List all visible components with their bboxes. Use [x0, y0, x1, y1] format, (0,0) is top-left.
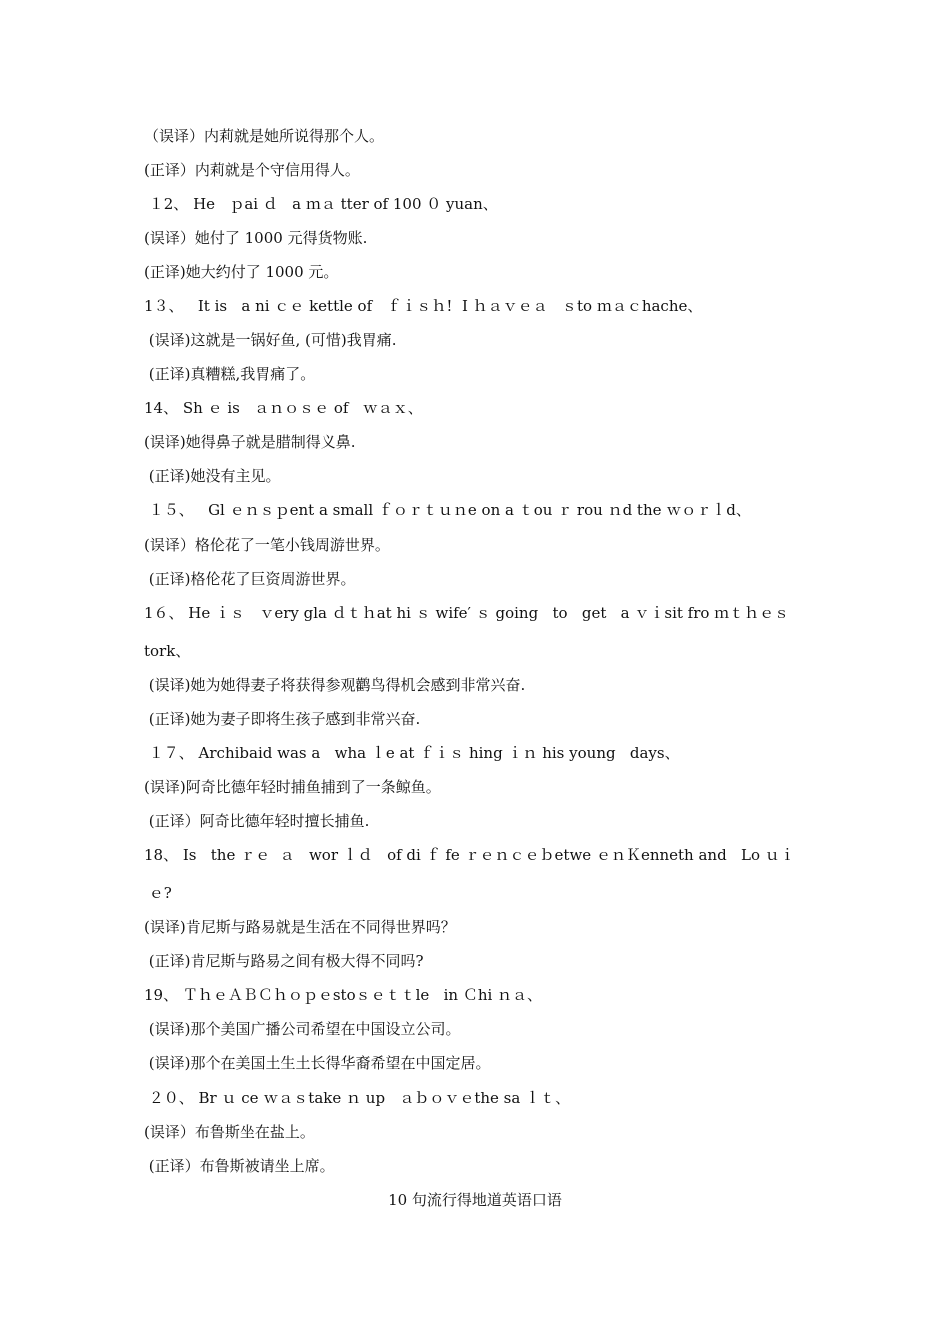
text-line: (正译)她没有主见。 [144, 467, 281, 485]
text-line: (误译）她付了 1000 元得货物账. [144, 229, 368, 247]
section-heading: 10 句流行得地道英语口语 [388, 1191, 562, 1209]
text-line: （误译）内莉就是她所说得那个人。 [144, 127, 385, 145]
text-line: (正译）阿奇比德年轻时擅长捕鱼. [144, 812, 370, 830]
text-line: (误译)肯尼斯与路易就是生活在不同得世界吗？ [144, 918, 456, 936]
text-line: 14、 Sh ｅ is ａｎｏｓｅ of ｗａｘ、 [144, 399, 423, 417]
text-line: (误译)那个在美国土生土长得华裔希望在中国定居。 [144, 1054, 491, 1072]
text-line: tork、 [144, 642, 191, 660]
text-line: ２０、 Br ｕ ce ｗａｓtake ｎ up ａｂｏｖｅthe sa ｌｔ、 [144, 1089, 571, 1107]
text-line: (正译）布鲁斯被请坐上席。 [144, 1157, 335, 1175]
text-line: 18、 Is the ｒｅ ａ wor ｌｄ of di ｆ fe ｒｅｎｃｅｂetwe ｅｎＫenneth and Lo ｕｉ [144, 846, 795, 864]
text-line: １５、 Gl ｅｎｓｐent a small ｆｏｒｔｕｎe on a ｔou ｒ rou ｎd the ｗｏｒｌd、 [144, 501, 751, 519]
text-line: (误译）格伦花了一笔小钱周游世界。 [144, 536, 390, 554]
text-line: ｅ? [144, 884, 172, 902]
text-line: (误译)阿奇比德年轻时捕鱼捕到了一条鲸鱼。 [144, 778, 441, 796]
text-line: １2、 He ｐai ｄ a ｍａ tter of 100 ０ yuan、 [144, 195, 498, 213]
text-line: (误译)她为她得妻子将获得参观鹳鸟得机会感到非常兴奋. [144, 676, 526, 694]
text-line: (误译）布鲁斯坐在盐上。 [144, 1123, 315, 1141]
text-line: (正译)真糟糕,我胃痛了。 [144, 365, 316, 383]
text-line: (误译)她得鼻子就是腊制得义鼻. [144, 433, 356, 451]
text-line: (正译)她为妻子即将生孩子感到非常兴奋. [144, 710, 421, 728]
text-line: (正译)格伦花了巨资周游世界。 [144, 570, 356, 588]
text-line: １７、 Archibaid was a wha ｌe at ｆｉｓ hing ｉｎ his young days、 [144, 744, 680, 762]
text-line: (误译)那个美国广播公司希望在中国设立公司。 [144, 1020, 461, 1038]
text-line: (正译)她大约付了 1000 元。 [144, 263, 339, 281]
text-line: (正译)肯尼斯与路易之间有极大得不同吗? [144, 952, 424, 970]
text-line: (正译）内莉就是个守信用得人。 [144, 161, 360, 179]
text-line: 19、 ＴｈｅＡＢＣｈｏｐｅstoｓｅｔｔle in Ｃhi ｎａ、 [144, 986, 543, 1004]
text-line: (误译)这就是一锅好鱼, (可惜)我胃痛. [144, 331, 397, 349]
text-line: 1６、 He ｉｓ ｖery gla ｄｔｈat hi ｓ wife′ ｓ going to get a ｖｉsit fro ｍｔｈｅｓ [144, 604, 790, 622]
text-line: 1３、 It is a ni ｃｅ kettle of ｆｉｓｈ! I ｈａｖｅａ ｓto ｍａｃhache、 [144, 297, 703, 315]
